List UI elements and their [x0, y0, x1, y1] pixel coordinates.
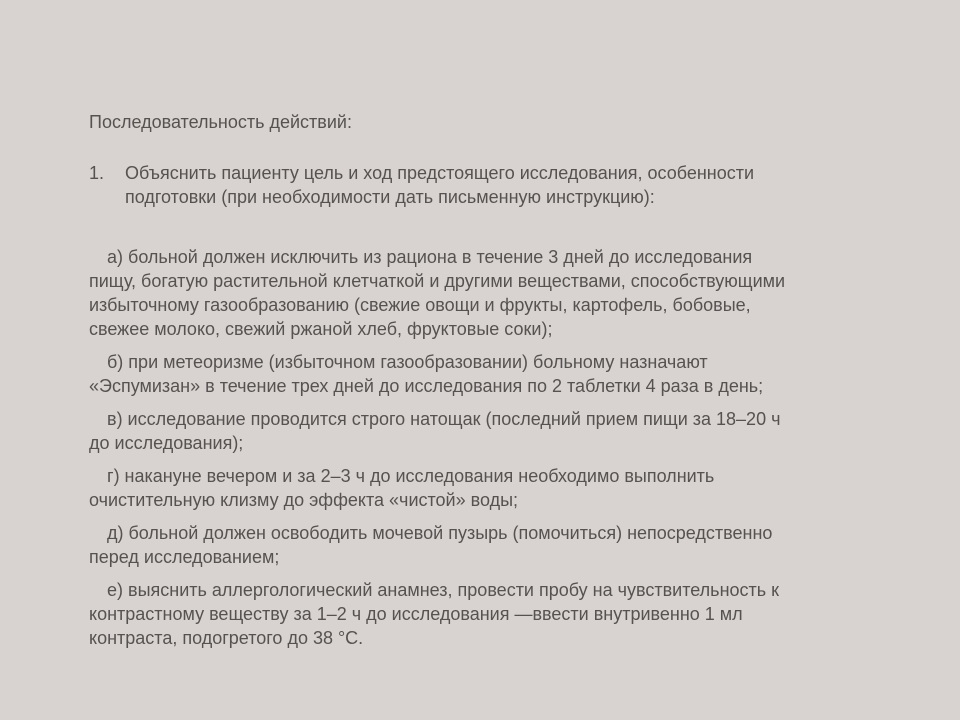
step-text	[125, 161, 885, 209]
list-item-line: контраста, подогретого до 38 °С.	[89, 628, 364, 648]
list-item-line: в) исследование проводится строго натощак (последний прием пищи за 18–20 ч	[107, 409, 781, 429]
step-text-line: Объяснить пациенту цель и ход предстоящего исследования, особенности	[125, 163, 755, 183]
list-item-a	[89, 245, 889, 341]
slide-heading: Последовательность действий:	[89, 112, 352, 132]
list-item-line: е) выяснить аллергологический анамнез, провести пробу на чувствительность к	[107, 580, 780, 600]
list-item-line: контрастному веществу за 1–2 ч до исследования —ввести внутривенно 1 мл	[89, 604, 743, 624]
list-item-v	[89, 407, 889, 455]
step-text-line: подготовки (при необходимости дать письменную инструкцию):	[125, 187, 655, 207]
list-item-line: д) больной должен освободить мочевой пузырь (помочиться) непосредственно	[107, 523, 773, 543]
list-item-line: перед исследованием;	[89, 547, 280, 567]
list-item-d	[89, 521, 889, 569]
list-item-line: «Эспумизан» в течение трех дней до исследования по 2 таблетки 4 раза в день;	[89, 376, 764, 396]
list-item-b	[89, 350, 889, 398]
preparation-list	[89, 245, 889, 659]
list-item-e	[89, 578, 889, 650]
list-item-line: б) при метеоризме (избыточном газообразовании) больному назначают	[107, 352, 708, 372]
list-item-line: до исследования);	[89, 433, 244, 453]
list-item-line: очистительную клизму до эффекта «чистой» воды;	[89, 490, 519, 510]
list-item-line: а) больной должен исключить из рациона в течение 3 дней до исследования	[107, 247, 753, 267]
list-item-line: г) накануне вечером и за 2–3 ч до исследования необходимо выполнить	[107, 466, 715, 486]
list-item-line: избыточному газообразованию (свежие овощи и фрукты, картофель, бобовые,	[89, 295, 751, 315]
list-item-line: свежее молоко, свежий ржаной хлеб, фруктовые соки);	[89, 319, 553, 339]
step-number: 1.	[89, 163, 105, 183]
list-item-g	[89, 464, 889, 512]
list-item-line: пищу, богатую растительной клетчаткой и другими веществами, способствующими	[89, 271, 786, 291]
